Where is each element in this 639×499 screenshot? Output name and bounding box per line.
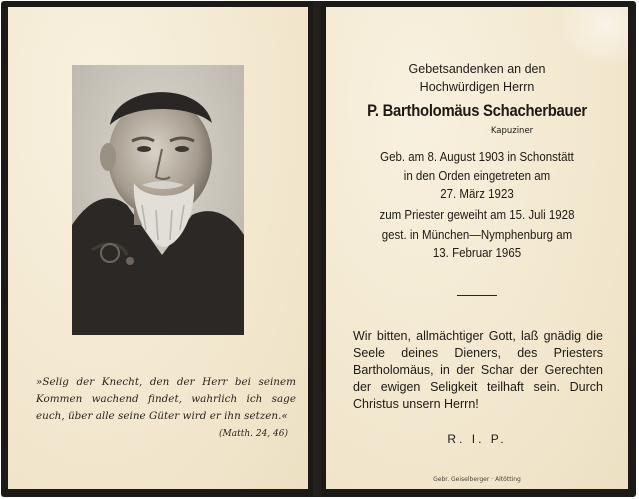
portrait-image <box>72 65 244 335</box>
card-fold <box>313 1 321 497</box>
rip-text: R. I. P. <box>447 432 507 446</box>
bio-line-birth: Geb. am 8. August 1903 in Schonstätt <box>380 150 574 164</box>
paper-stain <box>558 7 628 67</box>
bio-line-ordination: zum Priester geweiht am 15. Juli 1928 <box>379 208 575 222</box>
right-panel <box>326 7 628 489</box>
bio-line-death-place: gest. in München—Nymphenburg am <box>381 228 573 242</box>
bio-line-death-date: 13. Februar 1965 <box>432 246 522 260</box>
printer-imprint: Gebr. Geiselberger · Altötting <box>433 476 521 483</box>
order-label: Kapuziner <box>490 126 534 136</box>
prayer-text: Wir bitten, allmächtiger Gott, laß gnädig die Seele deines Dieners, des Priesters Bartholomäus, in der Schar der Gerechten der ewigen Seligkeit teilhaft sein. Durch Christus unsern Herrn! <box>353 329 603 411</box>
portrait-photo <box>72 65 244 335</box>
bio-line-order-date: 27. März 1923 <box>440 187 514 201</box>
divider-line <box>457 295 497 296</box>
left-panel <box>8 7 308 489</box>
bio-line-order-entry: in den Orden eingetreten am <box>403 169 551 183</box>
heading-line-2: Hochwürdigen Herrn <box>419 80 535 94</box>
scripture-quote: »Selig der Knecht, den der Herr bei seinem Kommen wachend findet, wahrlich ich sage euch, über alle seine Güter wird er ihn setzen.« <box>36 376 296 422</box>
deceased-name: P. Bartholomäus Schacherbauer <box>367 102 587 120</box>
memorial-card <box>1 1 636 497</box>
heading-line-1: Gebetsandenken an den <box>408 62 546 76</box>
scripture-reference: (Matth. 24, 46) <box>219 429 288 439</box>
